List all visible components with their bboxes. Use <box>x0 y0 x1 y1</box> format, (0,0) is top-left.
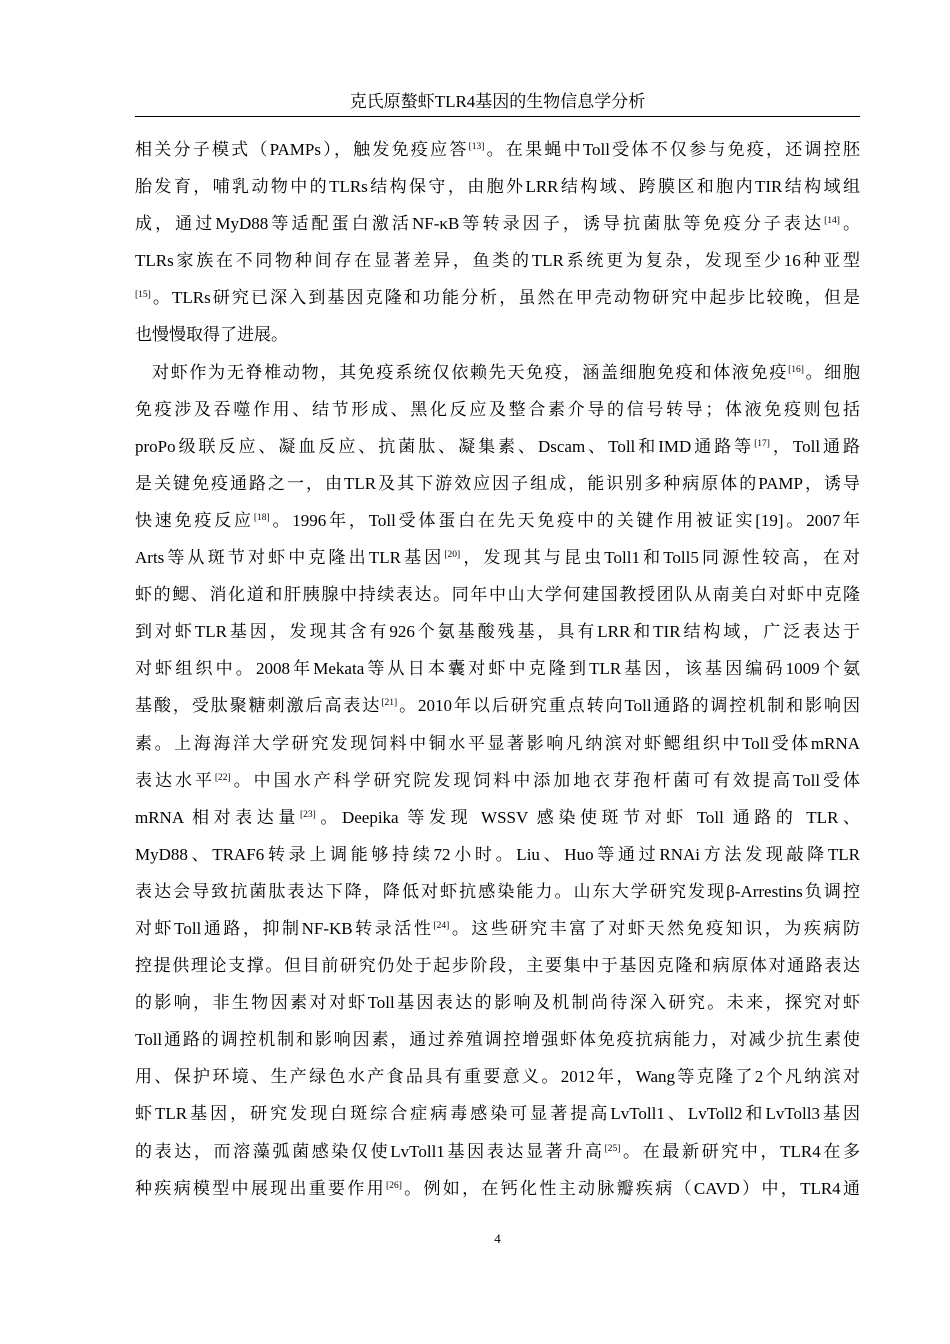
line-text: 基酸，受肽聚糖刺激后高表达 <box>135 696 382 716</box>
line-text: 对虾作为无脊椎动物，其免疫系统仅依赖先天免疫，涵盖细胞免疫和体液免疫 <box>152 362 789 382</box>
citation-superscript: [15] <box>135 290 151 301</box>
text-line <box>135 168 860 205</box>
text-line <box>135 910 860 947</box>
line-text-tail: 。 <box>839 214 860 234</box>
line-text: 用、保护环境、生产绿色水产食品具有重要意义。2012年，Wang等克隆了2个凡纳滨对 <box>135 1067 860 1087</box>
line-text: 也慢慢取得了进展。 <box>135 325 288 345</box>
line-text: 素。上海海洋大学研究发现饲料中铜水平显著影响凡纳滨对虾鳃组织中Toll受体mRNA <box>135 733 860 753</box>
text-line <box>135 1021 860 1058</box>
line-text: 快速免疫反应 <box>135 510 254 530</box>
line-text: 的影响，非生物因素对对虾Toll基因表达的影响及机制尚待深入研究。未来，探究对虾 <box>135 993 860 1013</box>
line-text: 对虾组织中。2008年Mekata等从日本囊对虾中克隆到TLR基因，该基因编码1009个氨 <box>135 659 860 679</box>
line-text-tail: 。TLRs研究已深入到基因克隆和功能分析，虽然在甲壳动物研究中起步比较晚，但是 <box>150 288 860 308</box>
citation-superscript: [25] <box>604 1143 621 1154</box>
body-text <box>135 131 860 1207</box>
citation-superscript: [20] <box>444 549 461 560</box>
text-line <box>135 1058 860 1095</box>
line-text: TLRs家族在不同物种间存在显著差异，鱼类的TLR系统更为复杂，发现至少16种亚型 <box>135 251 860 271</box>
text-line <box>135 354 860 391</box>
line-text-tail: 。1996年，Toll受体蛋白在先天免疫中的关键作用被证实[19]。2007年 <box>269 510 861 530</box>
line-text: proPo级联反应、凝血反应、抗菌肽、凝集素、Dscam、Toll和IMD通路等 <box>135 436 755 456</box>
line-text-tail: 。这些研究丰富了对虾天然免疫知识，为疾病防 <box>449 918 861 938</box>
text-line <box>135 687 860 724</box>
citation-superscript: [21] <box>381 698 398 709</box>
line-text: Arts等从斑节对虾中克隆出TLR基因 <box>135 548 445 568</box>
line-text: 到对虾TLR基因，发现其含有926个氨基酸残基，具有LRR和TIR结构域，广泛表达于 <box>135 622 860 642</box>
text-line <box>135 1170 860 1207</box>
line-text: Toll通路的调控机制和影响因素，通过养殖调控增强虾体免疫抗病能力，对减少抗生素使 <box>135 1030 860 1050</box>
line-text-tail: 。细胞 <box>803 362 861 382</box>
text-line <box>135 613 860 650</box>
text-line <box>135 725 860 762</box>
line-text: 对虾Toll通路，抑制NF-KB转录活性 <box>135 918 434 938</box>
text-line <box>135 539 860 576</box>
text-line <box>135 762 860 799</box>
text-line <box>135 242 860 279</box>
text-line <box>135 799 860 836</box>
text-line <box>135 316 860 353</box>
line-text-tail: 。Deepika 等发现 WSSV 感染使斑节对虾 Toll 通路的 TLR、 <box>315 807 860 827</box>
line-text: 是关键免疫通路之一，由TLR及其下游效应因子组成，能识别多种病原体的PAMP，诱导 <box>135 473 860 493</box>
line-text: mRNA 相对表达量 <box>135 807 300 827</box>
line-text: MyD88、TRAF6转录上调能够持续72小时。Liu、Huo等通过RNAi方法发现敲降TLR <box>135 844 860 864</box>
citation-superscript: [18] <box>253 512 270 523</box>
line-text: 种疾病模型中展现出重要作用 <box>135 1178 387 1198</box>
line-text: 的表达，而溶藻弧菌感染仅使LvToll1基因表达显著升高 <box>135 1141 605 1161</box>
citation-superscript: [22] <box>214 772 231 783</box>
line-text: 胎发育，哺乳动物中的TLRs结构保守，由胞外LRR结构域、跨膜区和胞内TIR结构域组 <box>135 177 860 197</box>
citation-superscript: [14] <box>824 216 840 227</box>
text-line <box>135 576 860 613</box>
line-text-tail: ，Toll通路 <box>769 436 860 456</box>
line-text: 表达会导致抗菌肽表达下降，降低对虾抗感染能力。山东大学研究发现β-Arrestins负调控 <box>135 881 860 901</box>
line-text-tail: 。中国水产科学研究院发现饲料中添加地衣芽孢杆菌可有效提高Toll受体 <box>230 770 860 790</box>
text-line <box>135 428 860 465</box>
line-text: 虾TLR基因，研究发现白斑综合症病毒感染可显著提高LvToll1、LvToll2和LvToll3基因 <box>135 1104 860 1124</box>
text-line <box>135 465 860 502</box>
citation-superscript: [13] <box>468 141 485 152</box>
line-text: 成，通过MyD88等适配蛋白激活NF-κB等转录因子，诱导抗菌肽等免疫分子表达 <box>135 214 825 234</box>
citation-superscript: [17] <box>754 438 770 449</box>
running-header: 克氏原螯虾TLR4基因的生物信息学分析 <box>349 92 646 111</box>
text-line <box>135 279 860 316</box>
text-line <box>135 205 860 242</box>
line-text: 表达水平 <box>135 770 215 790</box>
line-text: 虾的鳃、消化道和肝胰腺中持续表达。同年中山大学何建国教授团队从南美白对虾中克隆 <box>135 585 860 605</box>
text-line <box>135 391 860 428</box>
citation-superscript: [16] <box>788 364 804 375</box>
line-text-tail: 。在最新研究中，TLR4在多 <box>620 1141 861 1161</box>
citation-superscript: [24] <box>433 920 450 931</box>
text-line <box>135 650 860 687</box>
line-text: 免疫涉及吞噬作用、结节形成、黑化反应及整合素介导的信号转导；体液免疫则包括 <box>135 399 860 419</box>
citation-superscript: [23] <box>299 809 316 820</box>
text-line <box>135 1095 860 1132</box>
header-rule <box>135 116 860 117</box>
line-text-tail: 。例如，在钙化性主动脉瓣疾病（CAVD）中，TLR4通 <box>401 1178 860 1198</box>
text-line <box>135 836 860 873</box>
text-line <box>135 1133 860 1170</box>
line-text-tail: 。在果蝇中Toll受体不仅参与免疫，还调控胚 <box>484 140 860 159</box>
text-line <box>135 873 860 910</box>
page-number: 4 <box>494 1231 501 1246</box>
line-text-tail: ，发现其与昆虫Toll1和Toll5同源性较高，在对 <box>460 548 860 568</box>
line-text-tail: 。2010年以后研究重点转向Toll通路的调控机制和影响因 <box>397 696 860 716</box>
line-text: 相关分子模式（PAMPs），触发免疫应答 <box>135 140 469 159</box>
text-line <box>135 947 860 984</box>
text-line <box>135 502 860 539</box>
text-line <box>135 984 860 1021</box>
line-text: 控提供理论支撑。但目前研究仍处于起步阶段，主要集中于基因克隆和病原体对通路表达 <box>135 956 860 976</box>
citation-superscript: [26] <box>386 1180 402 1191</box>
text-line <box>135 131 860 168</box>
